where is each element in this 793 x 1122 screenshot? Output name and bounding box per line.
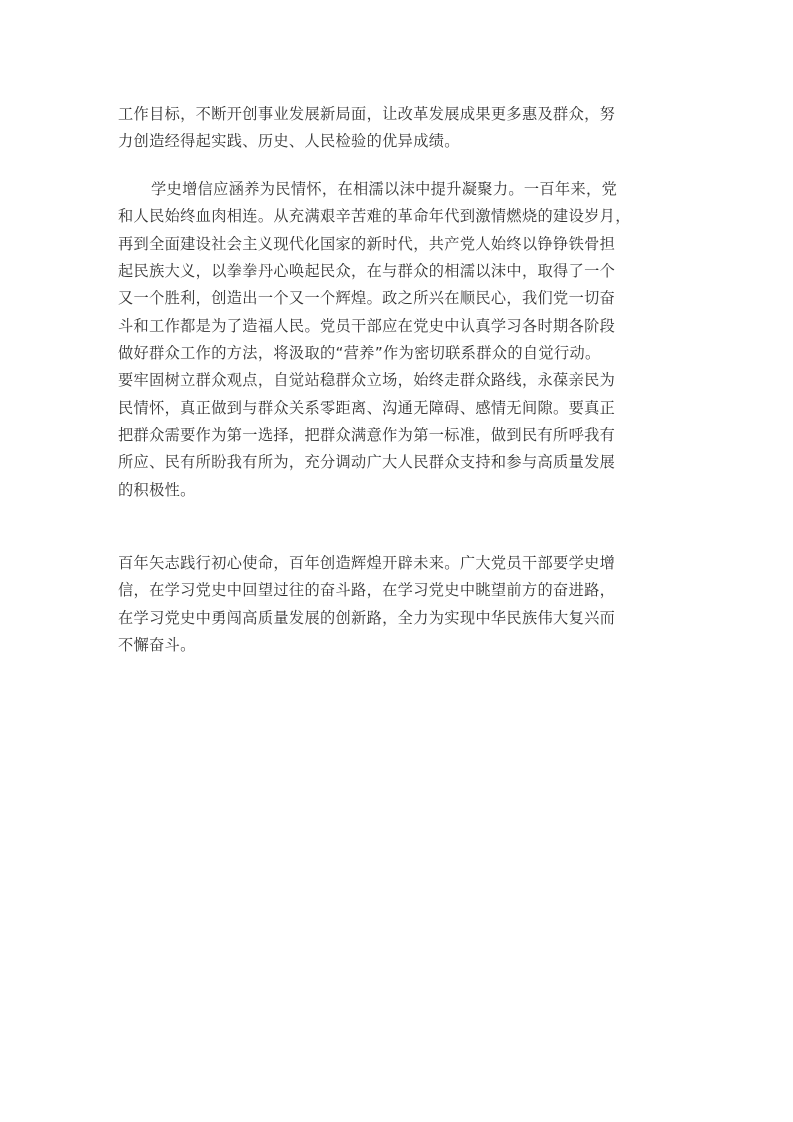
text-line: 不懈奋斗。 [118,636,196,655]
text-line: 所应、民有所盼我有所为，充分调动广大人民群众支持和参与高质量发展 [118,453,616,472]
text-line: 民情怀，真正做到与群众关系零距离、沟通无障碍、感情无间隙。要真正 [118,398,616,417]
text-line: 工作目标，不断开创事业发展新局面，让改革发展成果更多惠及群众，努 [118,105,616,123]
paragraph-work-goals [118,101,683,156]
text-line: 再到全面建设社会主义现代化国家的新时代，共产党人始终以铮铮铁骨担 [118,234,616,253]
text-line: 起民族大义，以拳拳丹心唤起民众，在与群众的相濡以沫中，取得了一个 [118,262,616,281]
paragraph-people-sentiment [118,176,683,504]
paragraph-conclusion [118,550,683,659]
text-line: 的积极性。 [118,480,196,499]
text-line: 在学习党史中勇闯高质量发展的创新路，全力为实现中华民族伟大复兴而 [118,608,616,627]
text-line: 和人民始终血肉相连。从充满艰辛苦难的革命年代到激情燃烧的建设岁月， [118,207,631,226]
text-line: 学史增信应涵养为民情怀，在相濡以沫中提升凝聚力。一百年来，党 [151,180,618,198]
text-line: 力创造经得起实践、历史、人民检验的优异成绩。 [118,132,460,151]
text-line: 又一个胜利，创造出一个又一个辉煌。政之所兴在顺民心，我们党一切奋 [118,289,616,308]
text-line: 信，在学习党史中回望过往的奋斗路，在学习党史中眺望前方的奋进路， [118,581,616,600]
text-line: 要牢固树立群众观点，自觉站稳群众立场，始终走群众路线，永葆亲民为 [118,371,616,390]
text-line: 做好群众工作的方法，将汲取的“营养”作为密切联系群众的自觉行动。 [118,344,601,363]
text-line: 把群众需要作为第一选择，把群众满意作为第一标准，做到民有所呼我有 [118,426,616,445]
text-line: 斗和工作都是为了造福人民。党员干部应在党史中认真学习各时期各阶段 [118,316,616,335]
text-line: 百年矢志践行初心使命，百年创造辉煌开辟未来。广大党员干部要学史增 [118,554,616,572]
